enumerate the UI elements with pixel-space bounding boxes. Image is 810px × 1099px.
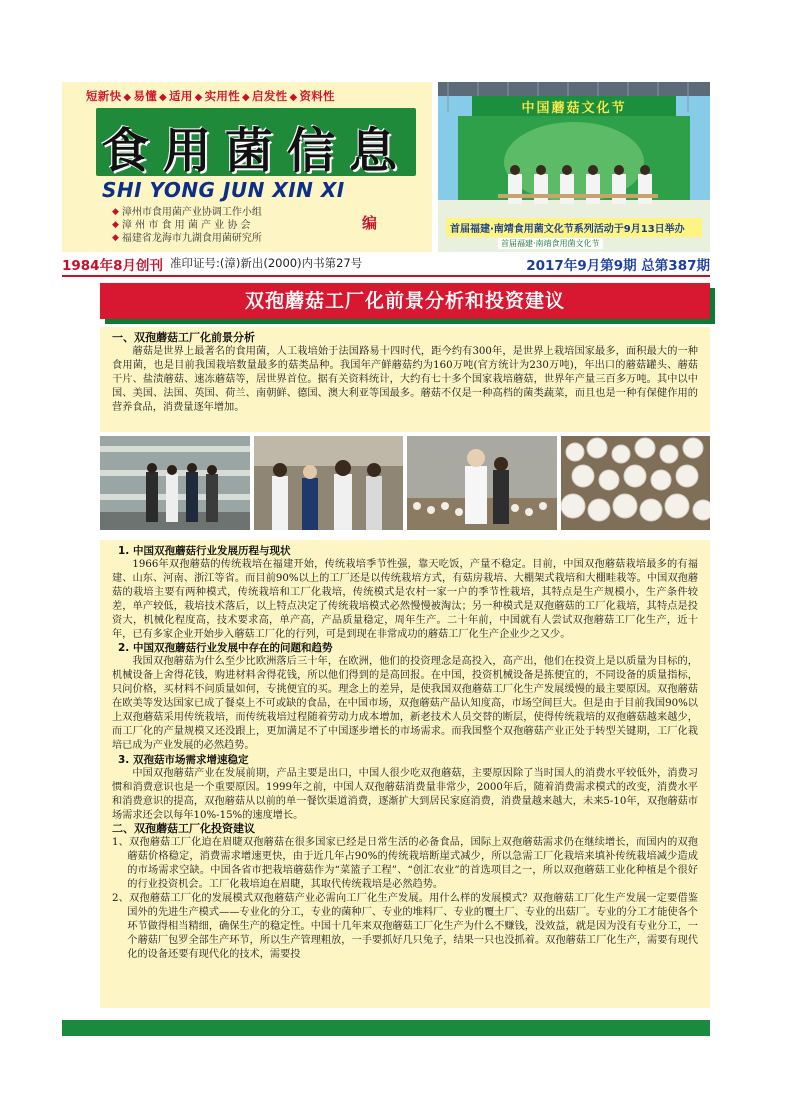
festival-caption: 首届福建·南靖食用菌文化节系列活动于9月13日举办 xyxy=(446,218,702,237)
photo-inspection-1 xyxy=(100,436,250,530)
visitors-image xyxy=(254,436,404,530)
slogan: 短新快 ◆ 易懂 ◆ 适用 ◆ 实用性 ◆ 启发性 ◆ 资料性 xyxy=(86,89,335,103)
festival-photo xyxy=(438,82,710,252)
subheading: 1. 中国双孢蘑菇行业发展历程与现状 xyxy=(118,545,291,557)
photo-strip xyxy=(100,436,710,530)
section-heading: 一、双孢蘑菇工厂化前景分析 xyxy=(112,331,255,344)
photo-inspection-3 xyxy=(407,436,557,530)
section-2 xyxy=(100,540,710,1008)
section-1 xyxy=(100,327,710,432)
logo-title: 食用菌信息 xyxy=(100,123,411,179)
photo-inspection-2 xyxy=(254,436,404,530)
issue-number: 2017年9月第9期 总第387期 xyxy=(526,258,710,274)
logo xyxy=(96,108,416,179)
diamond-icon: ◆ xyxy=(112,233,119,243)
paragraph: 中国双孢蘑菇产业在发展前期，产品主要是出口，中国人很少吃双孢蘑菇，主要原因除了当时国人的消费水平较低外，消费习惯和消费意识也是一个重要原因。1999年之前，中国人双孢蘑菇消费量非常少，2000年后，随着消费需求模式的改变，消费水平和消费意识的提高，双孢蘑菇从以前的单一餐饮渠道消费，逐渐扩大到居民家庭消费，消费量越来越大，未来5-10年，双孢蘑菇市场需求还会以每年10%-15%的速度增长。 xyxy=(112,767,698,821)
paragraph: 蘑菇是世界上最著名的食用菌，人工栽培始于法国路易十四时代，距今约有300年，是世界上栽培国家最多，面积最大的一种食用菌，也是目前我国栽培数量最多的菇类品种。我国年产鲜蘑菇约为160万吨(官方统计为230万吨)，年出口的蘑菇罐头、蘑菇干片、盐渍蘑菇、速冻蘑菇等，居世界首位。据有关资料统计，大约有七十多个国家栽培蘑菇，世界年产量三百多万吨。其中以中国、美国、法国、英国、荷兰、南朝鲜、德国、澳大利亚等国最多。蘑菇不仅是一种高档的菌类蔬菜，而且也是一种有保健作用的营养食品，消费量逐年增加。 xyxy=(112,346,698,413)
diamond-icon: ◆ xyxy=(289,92,298,103)
photo-mushrooms xyxy=(561,436,711,530)
diamond-icon: ◆ xyxy=(123,92,132,103)
diamond-icon: ◆ xyxy=(194,92,203,103)
paragraph: 我国双孢蘑菇为什么至少比欧洲落后三十年，在欧洲，他们的投资理念是高投入，高产出，他们在投资上是以质量为目标的，机械设备上舍得花钱，购进材料舍得花钱，所以他们得到的是高回报。在中国，投资机械设备是拣便宜的，不同设备的质量指标，只问价格，买材料不问质量如何，专挑便宜的买。理念上的差异，是使我国双孢蘑菇工厂化生产发展缓慢的最主要原因。双孢蘑菇在欧美等发达国家已成了餐桌上不可或缺的食品，在中国市场，双孢蘑菇产品认知度高，市场空间巨大。但是由于目前我国90%以上双孢蘑菇采用传统栽培，而传统栽培过程随着劳动力成本增加，新老技术人员交替的断层，使得传统栽培的双孢蘑菇越来越少，而工厂化的产量规模又还没跟上，更加满足不了中国逐步增长的市场需求。而我国整个双孢蘑菇产业正处于转型关键期，工厂化栽培已成为产业发展的必然趋势。 xyxy=(112,656,698,751)
diamond-icon: ◆ xyxy=(112,220,119,230)
organizers: ◆ 漳州市食用菌产业协调工作小组 ◆ 漳 州 市 食 用 菌 产 业 协 会 ◆ 福建省龙海市九湖食用菌研究所 xyxy=(112,207,262,244)
festival-banner-text: 中国蘑菇文化节 xyxy=(521,101,627,116)
editor-mark: 编 xyxy=(362,214,378,232)
white-mushrooms-image xyxy=(561,436,711,530)
header-rule xyxy=(62,275,710,277)
founded-date: 1984年8月创刊 xyxy=(62,258,163,274)
mushroom-house-image xyxy=(100,436,250,530)
paragraph: 1966年双孢蘑菇的传统栽培在福建开始，传统栽培季节性强，靠天吃饭，产量不稳定。目前，中国双孢蘑菇栽培最多的有福建、山东、河南、浙江等省。而目前90%以上的工厂还是以传统栽培方式，有菇房栽培、大棚架式栽培和大棚畦栽等。中国双孢蘑菇的栽培主要有两种模式，传统栽培和工厂化栽培，传统模式是农村一家一户的季节性栽培，其特点是生产规模小，生产条件较差，单产较低，栽培技术落后，以上特点决定了传统栽培模式必然慢慢被淘汰；另一种模式是双孢蘑菇的工厂化栽培，其特点是投资大，机械化程度高，技术要求高，单产高，产品质量稳定，周年生产。二十年前，中国就有人尝试双孢蘑菇工厂化生产，近十年，已有多家企业开始步入蘑菇工厂化的行列，可是到现在非常成功的蘑菇工厂化生产企业少之又少。 xyxy=(112,559,698,640)
article-title-banner xyxy=(100,283,710,319)
mushroom-beds-image xyxy=(407,436,557,530)
paragraph: 1、双孢蘑菇工厂化迫在眉睫双孢蘑菇在很多国家已经是日常生活的必备食品，国际上双孢蘑菇需求仍在继续增长，而国内的双孢蘑菇价格稳定，消费需求增速更快，由于近几年占90%的传统栽培断崖式减少，所以急需工厂化栽培来填补传统栽培减少造成的市场需求空缺。中国各省市把栽培蘑菇作为“菜篮子工程”、“创汇农业”的首选项目之一，所以双孢蘑菇工业化种植是个很好的行业投资机会。工厂化栽培迫在眉睫，其取代传统栽培是必然趋势。 xyxy=(112,837,698,891)
masthead xyxy=(62,82,432,252)
diamond-icon: ◆ xyxy=(159,92,168,103)
subheading: 3. 双孢菇市场需求增速稳定 xyxy=(118,753,249,766)
logo-pinyin: SHI YONG JUN XIN XI xyxy=(102,178,345,202)
issue-info-bar xyxy=(62,254,710,274)
subheading: 2. 中国双孢蘑菇行业发展中存在的问题和趋势 xyxy=(118,642,333,655)
festival-subcaption: 首届福建·南靖食用菌文化节 xyxy=(498,238,603,249)
article-title: 双孢蘑菇工厂化前景分析和投资建议 xyxy=(244,290,565,312)
section-heading: 二、双孢蘑菇工厂化投资建议 xyxy=(112,822,255,836)
paragraph: 2、双孢蘑菇工厂化的发展模式双孢蘑菇产业必需向工厂化生产发展。用什么样的发展模式？双孢蘑菇工厂化生产发展一定要借鉴国外的先进生产模式——专业化的分工，专业的菌种厂、专业的堆料厂、专业的覆土厂、专业的出菇厂。专业的分工才能使各个环节做得相当精细，确保生产的稳定性。中国十几年来双孢蘑菇工厂化生产为什么不赚钱，没效益，就是因为没有专业分工，一个蘑菇厂包罗全部生产环节，所以生产管理粗放，一手要抓好几只兔子，结果一只也没抓着。双孢蘑菇工厂化生产，需要有现代化的设备还要有现代化的技术，需要投 xyxy=(112,893,698,960)
diamond-icon: ◆ xyxy=(112,207,119,217)
diamond-icon: ◆ xyxy=(242,92,251,103)
footer-bar xyxy=(62,1020,710,1036)
permit-number: 准印证号:(漳)新出(2000)内书第27号 xyxy=(170,256,363,270)
